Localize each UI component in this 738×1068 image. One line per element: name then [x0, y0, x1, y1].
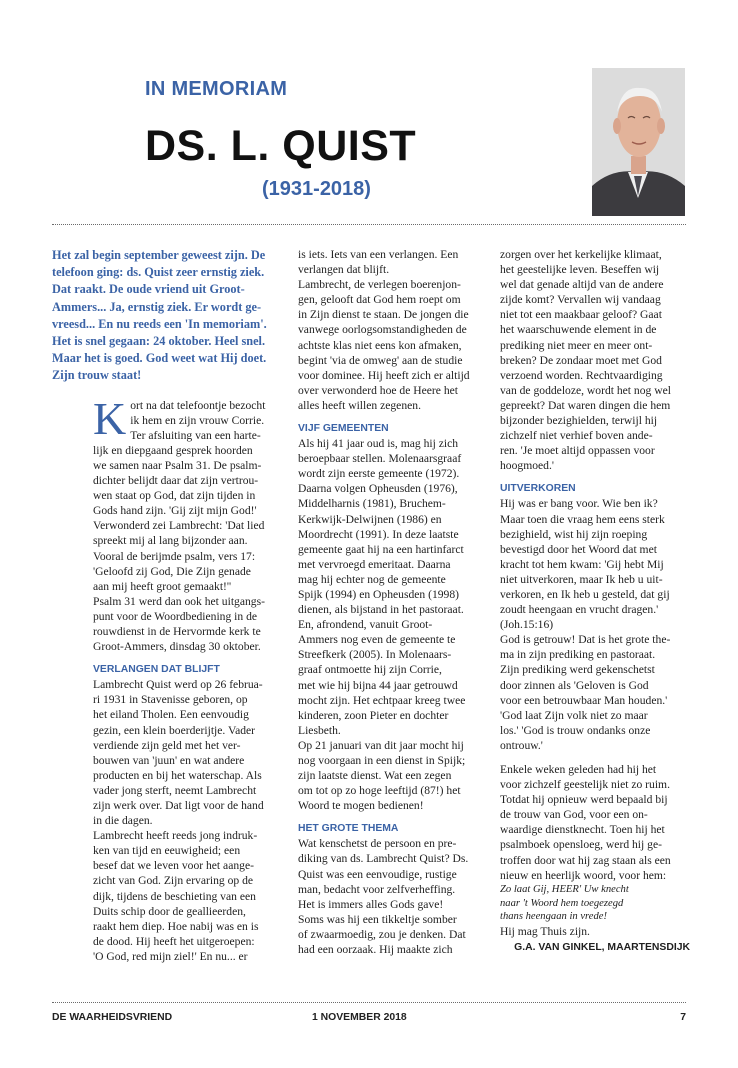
header-divider: [52, 224, 686, 225]
body-paragraph: Enkele weken geleden had hij het voor zichzelf geestelijk niet zo ruim. Totdat hij opnieuw werd bepaald bij de trouw van God, voor een on- waardige dienstknecht. Toen hij het psalmboek opensloeg, werd hij ge- troffen door wat hij zag staan als een nieuw en heerlijk woord, voor hem:: [500, 763, 671, 882]
body-paragraph: Wat kenschetst de persoon en pre- diking van ds. Lambrecht Quist? Ds. Quist was een eenvoudige, rustige man, bedacht voor zelfverheffing. Het is immers alles Gods gave! Soms was hij een tikkeltje somber of zwaarmoedig, zou je denken. Dat had een oorzaak. Hij maakte zich: [298, 837, 469, 957]
intro-paragraph: ort na dat telefoontje bezocht ik hem en zijn vrouw Corrie. Ter afsluiting van een harte- lijk en diepgaand gesprek hoorden we samen naar Psalm 31. De psalm- dichter belijdt daar dat zijn vertrou- wen staat op God, dat zijn tijden in Gods hand zijn. 'Gij zijt mijn God!' Verwonderd zei Lambrecht: 'Dat lied spreekt mij al lang bijzonder aan. Vooral de berijmde psalm, vers 17: 'Geloofd zij God, Die Zijn genade aan mij heeft groot gemaakt!'' Psalm 31 werd dan ook het uitgangs- punt voor de Woordbediening in de rouwdienst in de Hervormde kerk te Groot-Ammers, dinsdag 30 oktober.: [93, 398, 266, 654]
section-heading-verlangen: VERLANGEN DAT BLIJFT: [93, 664, 220, 676]
column-1-text: [52, 392, 284, 964]
column-3: [500, 247, 690, 955]
portrait-icon: [592, 68, 685, 216]
section-heading-grote-thema: HET GROTE THEMA: [298, 823, 399, 835]
body-paragraph: is iets. Iets van een verlangen. Een verlangen dat blijft. Lambrecht, de verlegen boerenjon- gen, gelooft dat God hem roept om in Zijn dienst te staan. De jongen die vanwege oorlogsomstandigheden de achtste klas niet eens kon afmaken, begint 'via de omweg' aan de studie voor dominee. Hij heeft zich er altijd over verwonderd hoe de Heere het alles heeft willen zegenen.: [298, 248, 470, 412]
lead-paragraph: Het zal begin september geweest zijn. De telefoon ging: ds. Quist zeer ernstig ziek. Dat raakt. De oude vriend uit Groot- Ammers... Ja, ernstig ziek. Er wordt ge- vreesd... En nu reeds een 'In memoriam'. Het is snel gegaan: 24 oktober. Heel snel. Maar het is goed. God weet wat Hij doet. Zijn trouw staat!: [52, 248, 267, 383]
psalm-quote: Zo laat Gij, HEER' Uw knecht naar 't Woord hem toegezegd thans heengaan in vrede!: [500, 883, 629, 923]
column-1: [52, 247, 284, 964]
body-paragraph: Lambrecht Quist werd op 26 februa- ri 1931 in Stavenisse geboren, op het eiland Tholen. Een eenvoudig gezin, een klein boerderijtje. Vader verdiende zijn geld met het ver- bouwen van 'juun' en wat andere producten en bij het waterschap. Als vader jong sterft, neemt Lambrecht zijn werk over. Dat ligt voor de hand in die dagen. Lambrecht heeft reeds jong indruk- ken van tijd en eeuwigheid; een besef dat we leven voor het aange- zicht van God. Zijn ervaring op de dijk, tijdens de beschieting van een Duits schip door de geallieerden, raakt hem diep. Hoe nabij was en is de dood. Hij heeft het uitgeroepen: 'O God, red mijn ziel!' En nu... er: [93, 678, 264, 963]
drop-cap: K: [93, 392, 127, 444]
footer-publication: DE WAARHEIDSVRIEND: [52, 1012, 173, 1023]
page-title: DS. L. QUIST: [145, 122, 417, 170]
page-number: 7: [680, 1012, 686, 1023]
author-signature: G.A. VAN GINKEL, MAARTENSDIJK: [514, 942, 690, 954]
years-subtitle: (1931-2018): [262, 178, 371, 200]
body-paragraph: zorgen over het kerkelijke klimaat, het geestelijke leven. Beseffen wij wel dat genade altijd van de andere zijde komt? Vervallen wij vandaag niet tot een maakbaar geloof? Gaat het waarschuwende element in de prediking niet meer en meer ont- breken? De zondaar moet met God verzoend worden. Rechtvaardiging van de goddeloze, wordt het nog wel gepreekt? Dat waren dingen die hem bijzonder bezighielden, terwijl hij zichzelf niet verhief boven ande- ren. 'Je moet altijd oppassen voor hoogmoed.': [500, 248, 671, 473]
footer-date: 1 NOVEMBER 2018: [312, 1012, 407, 1023]
column-2: [298, 247, 488, 957]
kicker: IN MEMORIAM: [145, 78, 288, 100]
section-heading-uitverkoren: UITVERKOREN: [500, 483, 576, 495]
body-paragraph: Als hij 41 jaar oud is, mag hij zich beroepbaar stellen. Molenaarsgraaf wordt zijn eerste gemeente (1972). Daarna volgen Opheusden (1976), Middelharnis (1981), Bruchem- Kerkwijk-Delwijnen (1986) en Moordrecht (1991). In deze laatste gemeente gaat hij na een hartinfarct met vervroegd emeritaat. Daarna mag hij echter nog de gemeente Spijk (1994) en Opheusden (1998) dienen, als bijstand in het pastoraat. En, afrondend, vanuit Groot- Ammers nog even de gemeente te Streefkerk (2005). In Molenaars- graaf ontmoette hij zijn Corrie, met wie hij bijna 44 jaar getrouwd mocht zijn. Het echtpaar kreeg twee kinderen, zoon Pieter en dochter Liesbeth. Op 21 januari van dit jaar mocht hij nog voorgaan in een dienst in Spijk; zijn laatste dienst. Wat een zegen om tot op zo hoge leeftijd (87!) het Woord te mogen bedienen!: [298, 437, 466, 813]
closing-line: Hij mag Thuis zijn.: [500, 925, 590, 939]
body-paragraph: Hij was er bang voor. Wie ben ik? Maar toen die vraag hem eens sterk bezighield, wist hij zijn roeping bevestigd door het Woord dat met kracht tot hem kwam: 'Gij hebt Mij niet uitverkoren, maar Ik heb u uit- verkoren, en Ik heb u gesteld, dat gij zoudt heengaan en vrucht dragen.' (Joh.15:16) God is getrouw! Dat is het grote the- ma in zijn prediking en pastoraat. Zijn prediking werd gekenschetst door zinnen als 'Geloven is God voor een betrouwbaar Man houden.' 'God laat Zijn volk niet zo maar los.' 'God is trouw ondanks onze ontrouw.': [500, 497, 671, 752]
section-heading-vijf-gemeenten: VIJF GEMEENTEN: [298, 423, 389, 435]
portrait-photo: [592, 68, 685, 216]
footer-divider: [52, 1002, 686, 1003]
